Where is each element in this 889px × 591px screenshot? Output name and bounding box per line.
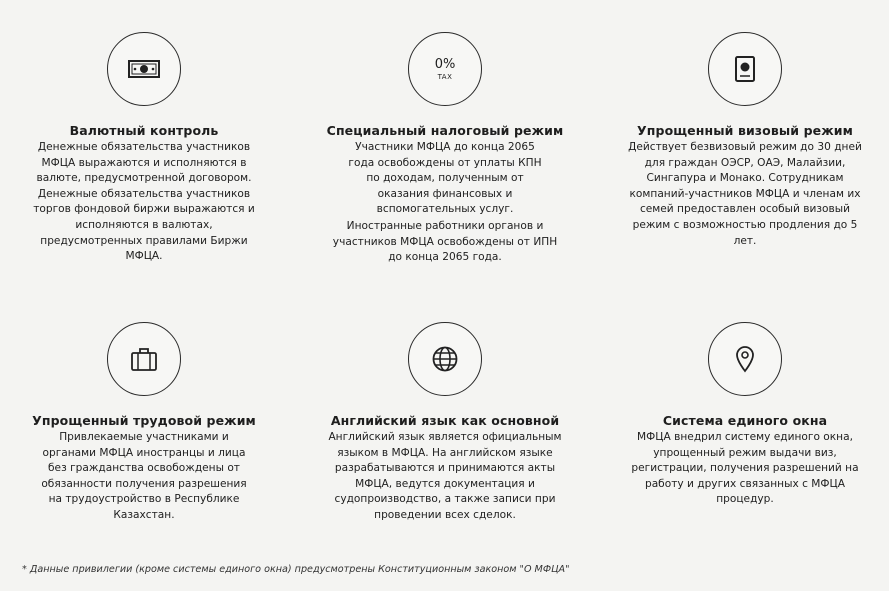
icon-circle — [708, 322, 782, 396]
card-text: Денежные обязательства участников МФЦА выражаются и исполняются в валюте, предусмотренной договором. Денежные обязательства участников торгов фондовой биржи выражаются и исполняются в валютах, предусмотренных правилами Биржи МФЦА. — [33, 141, 255, 263]
card-title: Упрощенный визовый режим — [637, 123, 853, 138]
footnote: * Данные привилегии (кроме системы единого окна) предусмотрены Конституционным законом "О МФЦА" — [22, 564, 570, 575]
card-text-secondary: Иностранные работники органов и участников МФЦА освобождены от ИПН до конца 2065 года. — [332, 219, 558, 264]
banknote-icon — [127, 58, 161, 80]
icon-circle — [408, 322, 482, 396]
icon-circle — [708, 32, 782, 106]
card-text: Английский язык является официальным языком в МФЦА. На английском языке разрабатываются и принимаются акты МФЦА, ведутся документация и судопроизводство, а также записи при проведении всех сделок. — [328, 431, 562, 521]
card-title: Специальный налоговый режим — [326, 123, 564, 138]
card-tax-regime — [305, 32, 585, 266]
icon-circle — [107, 322, 181, 396]
card-text: Участники МФЦА до конца 2065 года освобождены от уплаты КПН по доходам, полученным от оказания финансовых и вспомогательных услуг. — [348, 141, 542, 216]
card-single-window — [605, 322, 885, 508]
card-text: МФЦА внедрил систему единого окна, упрощенный режим выдачи виз, регистрации, получения разрешений на работу и других связанных с МФЦА процедур. — [631, 431, 859, 506]
card-text: Действует безвизовый режим до 30 дней для граждан ОЭСР, ОАЭ, Малайзии, Сингапура и Монако. Сотрудникам компаний-участников МФЦА и членам их семей предоставлен особый визовый режим с возможностью продления до 5 лет. — [628, 141, 862, 247]
briefcase-icon — [130, 346, 158, 372]
card-currency-control — [4, 32, 284, 265]
card-title: Упрощенный трудовой режим — [32, 413, 256, 428]
card-text: Привлекаемые участниками и органами МФЦА иностранцы и лица без гражданства освобождены от обязанности получения разрешения на трудоустройство в Республике Казахстан. — [41, 431, 247, 521]
card-labour-regime — [4, 322, 284, 524]
card-title: Английский язык как основной — [330, 413, 560, 428]
card-title: Валютный контроль — [69, 123, 219, 138]
location-pin-icon — [735, 345, 755, 373]
passport-icon — [734, 55, 756, 83]
card-english-language — [305, 322, 585, 524]
icon-circle — [107, 32, 181, 106]
tax-icon — [435, 58, 456, 81]
card-visa-regime — [605, 32, 885, 249]
tax-percent: 0% — [434, 56, 456, 72]
card-title: Система единого окна — [662, 413, 828, 428]
icon-circle — [408, 32, 482, 106]
tax-label: TAX — [437, 72, 453, 81]
globe-icon — [431, 345, 459, 373]
